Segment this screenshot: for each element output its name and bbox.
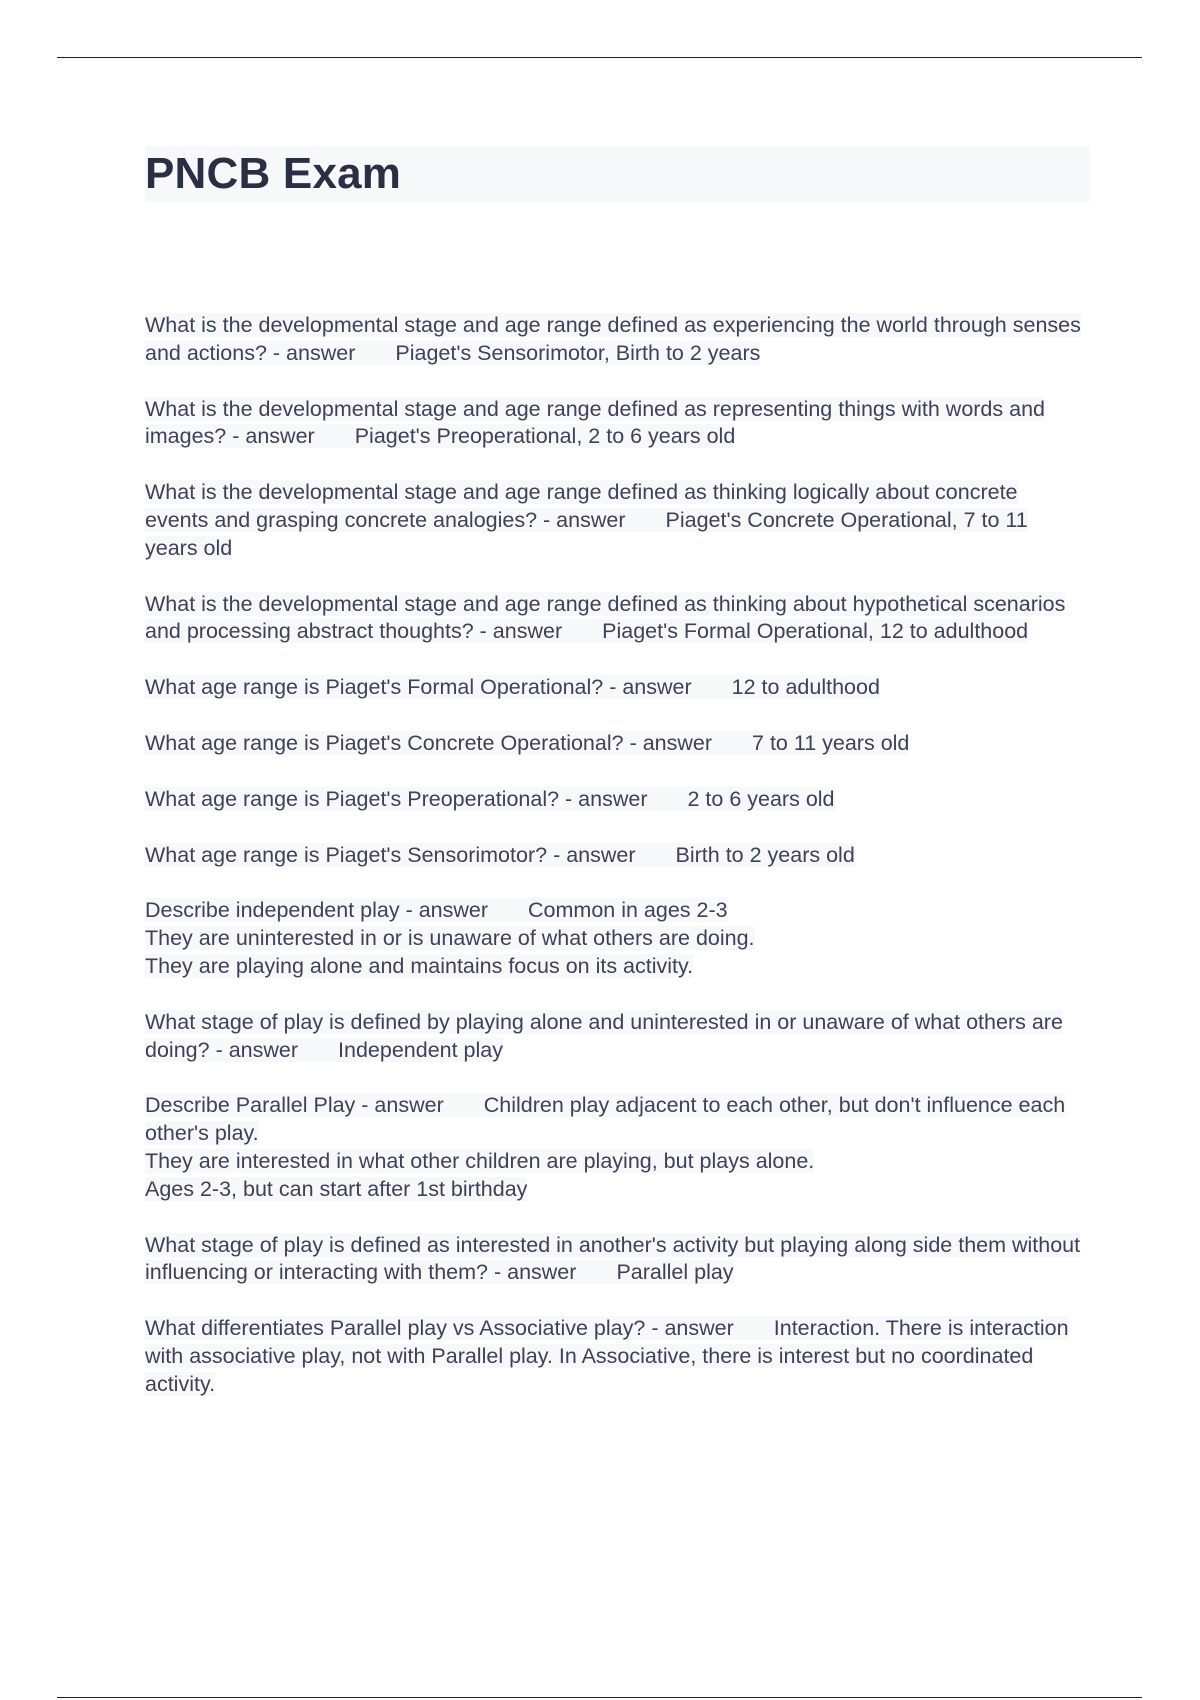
flashcard-item — [145, 1315, 1085, 1398]
answer-separator: - answer — [493, 1260, 577, 1285]
flashcard-question: What age range is Piaget's Formal Operational? — [145, 675, 604, 700]
flashcard-item — [145, 842, 1085, 870]
answer-separator: - answer — [609, 675, 692, 700]
flashcard-question: What age range is Piaget's Sensorimotor? — [145, 842, 548, 867]
answer-separator: - answer — [565, 786, 648, 811]
flashcard-answer: Piaget's Sensorimotor, Birth to 2 years — [395, 340, 761, 365]
flashcard-item — [145, 312, 1085, 368]
flashcard-item — [145, 396, 1085, 452]
flashcard-answer: Birth to 2 years old — [675, 842, 855, 867]
flashcard-question: What is the developmental stage and age range defined as experiencing the world through senses and actions? — [145, 313, 1081, 365]
flashcard-answer-line: Ages 2-3, but can start after 1st birthday — [145, 1176, 528, 1201]
flashcard-item — [145, 479, 1085, 562]
bottom-rule — [57, 1697, 1142, 1698]
flashcard-answer: Common in ages 2-3 — [528, 898, 728, 923]
flashcard-item — [145, 674, 1085, 702]
flashcard-answer: Piaget's Concrete Operational, 7 to 11 years old — [145, 507, 1028, 560]
flashcard-question: What stage of play is defined by playing alone and uninterested in or unaware of what others are doing? — [145, 1009, 1063, 1062]
flashcard-item — [145, 1092, 1085, 1203]
flashcard-answer-line: They are playing alone and maintains focus on its activity. — [145, 953, 694, 978]
flashcard-answer-line: They are interested in what other children are playing, but plays alone. — [145, 1148, 815, 1173]
flashcard-question: What stage of play is defined as interested in another's activity but playing along side them without influencing or interacting with them? — [145, 1232, 1081, 1285]
flashcard-question: What age range is Piaget's Concrete Operational? — [145, 730, 624, 755]
answer-separator: - answer — [479, 619, 563, 644]
flashcard-question: Describe Parallel Play — [145, 1093, 356, 1118]
answer-separator: - answer — [651, 1316, 734, 1341]
flashcard-question: What age range is Piaget's Preoperational? — [145, 786, 560, 811]
flashcard-answer: Independent play — [338, 1037, 503, 1062]
answer-separator: - answer — [629, 730, 713, 755]
flashcard-answer: Children play adjacent to each other, but don't influence each other's play. — [145, 1093, 1066, 1146]
flashcard-answer-line: They are uninterested in or is unaware of what others are doing. — [145, 926, 755, 951]
answer-separator: - answer — [272, 340, 356, 365]
flashcard-item — [145, 591, 1085, 647]
flashcard-question: What is the developmental stage and age range defined as thinking logically about concrete events and grasping concrete analogies? — [145, 480, 1018, 532]
answer-separator: - answer — [232, 424, 315, 449]
flashcard-answer: 7 to 11 years old — [752, 730, 910, 755]
flashcard-question: What differentiates Parallel play vs Associative play? — [145, 1316, 646, 1341]
flashcard-item — [145, 1232, 1085, 1288]
flashcard-item — [145, 897, 1085, 980]
flashcard-question: Describe independent play — [145, 898, 400, 923]
top-rule — [57, 57, 1142, 58]
flashcard-answer: 2 to 6 years old — [687, 786, 835, 811]
flashcard-answer: Parallel play — [616, 1260, 734, 1285]
flashcard-item — [145, 786, 1085, 814]
flashcard-item — [145, 1009, 1085, 1065]
page-title: PNCB Exam — [145, 149, 402, 198]
flashcard-answer: Interaction. There is interaction with associative play, not with Parallel play. In Associative, there is interest but no coordinated activity. — [145, 1316, 1069, 1396]
flashcard-answer: 12 to adulthood — [731, 675, 880, 700]
answer-separator: - answer — [361, 1093, 444, 1118]
flashcard-item — [145, 730, 1085, 758]
flashcard-question: What is the developmental stage and age range defined as representing things with words and images? — [145, 396, 1045, 449]
answer-separator: - answer — [405, 898, 489, 923]
flashcard-question: What is the developmental stage and age range defined as thinking about hypothetical scenarios and processing abstract thoughts? — [145, 591, 1066, 644]
answer-separator: - answer — [215, 1037, 299, 1062]
flashcard-answer: Piaget's Preoperational, 2 to 6 years old — [354, 424, 736, 449]
answer-separator: - answer — [543, 507, 626, 532]
flashcard-list — [145, 312, 1085, 1427]
flashcard-answer: Piaget's Formal Operational, 12 to adulthood — [602, 619, 1029, 644]
answer-separator: - answer — [553, 842, 636, 867]
